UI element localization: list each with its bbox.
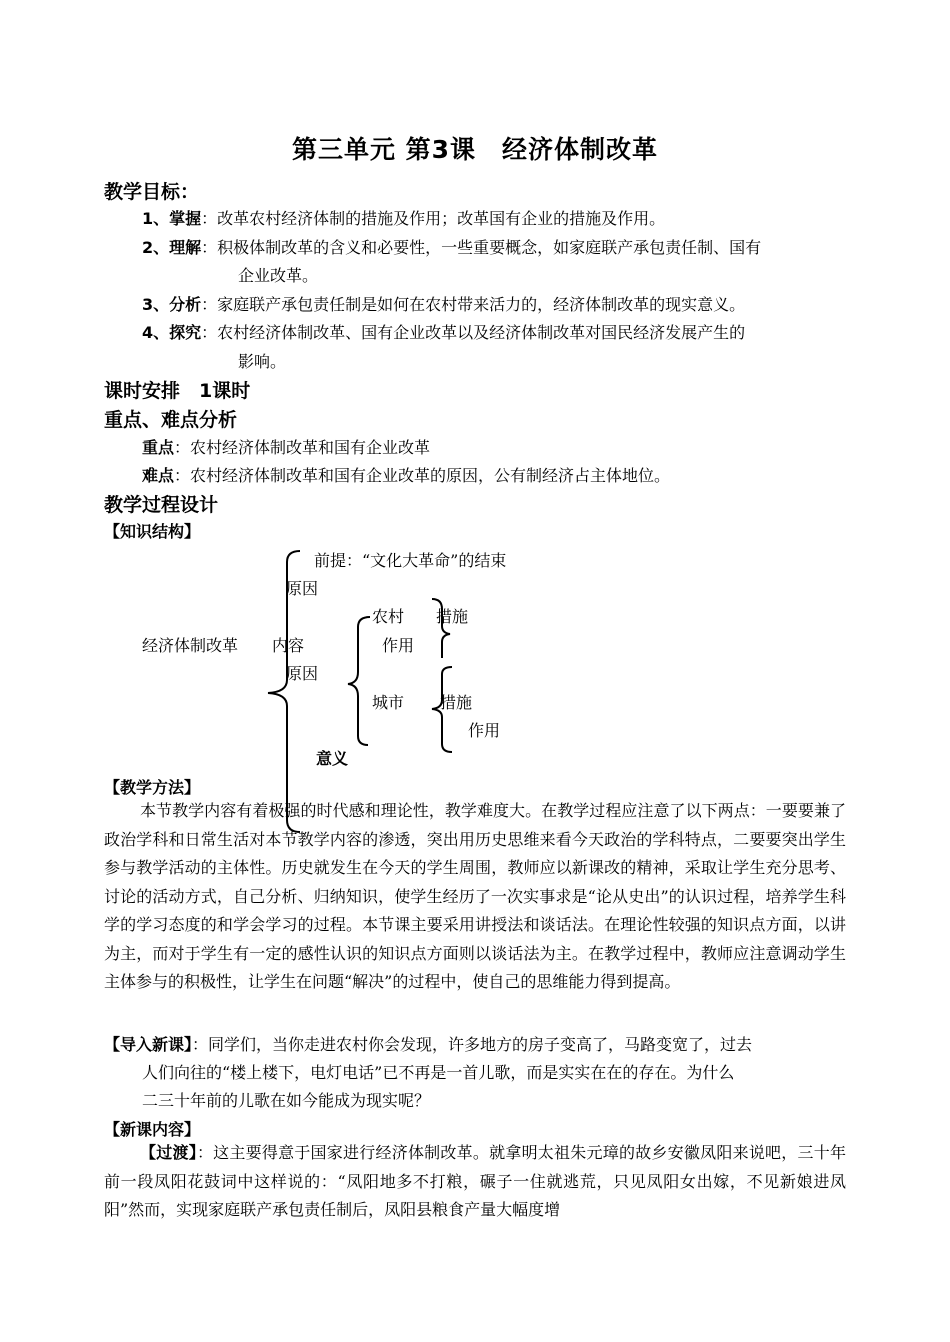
objective-2-label: 2、理解 <box>142 238 202 257</box>
knowledge-heading: 【知识结构】 <box>104 522 201 541</box>
new-content-heading: 【新课内容】 <box>104 1120 201 1139</box>
objective-1-text: ：改革农村经济体制的措施及作用；改革国有企业的措施及作用。 <box>201 209 666 228</box>
significance-label: 意义 <box>316 749 349 768</box>
difficult-label: 难点 <box>142 466 175 485</box>
process-heading: 教学过程设计 <box>104 494 219 516</box>
transition-label: 【过渡】 <box>140 1143 197 1162</box>
objective-4-label: 4、探究 <box>142 323 202 342</box>
urban-label: 城市 <box>372 693 405 712</box>
rural-measure-label: 措施 <box>436 607 469 626</box>
intro-line-1 <box>104 1032 752 1055</box>
transition-text: ：这主要得意于国家进行经济体制改革。就拿明太祖朱元璋的故乡安徽凤阳来说吧，三十年前一段凤阳花鼓词中这样说的：“凤阳地多不打粮，碾子一住就逃荒，只见凤阳女出嫁，不见新娘进凤阳”然而，实现家庭联产承包责任制后，凤阳县粮食产量大幅度增 <box>104 1143 846 1219</box>
reason-label-2: 原因 <box>286 664 319 683</box>
objective-4-cont: 影响。 <box>238 352 287 371</box>
schedule-heading: 课时安排 1课时 <box>104 380 251 402</box>
key-points-heading: 重点、难点分析 <box>104 409 238 431</box>
page-title: 第三单元 第3课 经济体制改革 <box>291 135 659 164</box>
key-text: ：农村经济体制改革和国有企业改革 <box>174 438 431 457</box>
intro-line-2: 人们向往的“楼上楼下，电灯电话”已不再是一首儿歌，而是实实在在的存在。为什么 <box>142 1063 735 1082</box>
rural-effect-label: 作用 <box>382 636 415 655</box>
content-label: 内容 <box>272 636 305 655</box>
key-label: 重点 <box>142 438 175 457</box>
intro-text-1: ：同学们，当你走进农村你会发现，许多地方的房子变高了，马路变宽了，过去 <box>192 1035 753 1054</box>
method-heading: 【教学方法】 <box>104 778 201 797</box>
difficult-text: ：农村经济体制改革和国有企业改革的原因，公有制经济占主体地位。 <box>174 466 671 485</box>
middle-brace <box>348 617 370 745</box>
objective-4-text: ：农村经济体制改革、国有企业改革以及经济体制改革对国民经济发展产生的 <box>201 323 746 342</box>
objective-2-text: ：积极体制改革的含义和必要性，一些重要概念，如家庭联产承包责任制、国有 <box>201 238 762 257</box>
urban-measure-label: 措施 <box>440 693 473 712</box>
objective-2-cont: 企业改革。 <box>238 266 319 285</box>
objective-3-label: 3、分析 <box>142 295 202 314</box>
rural-label: 农村 <box>372 607 405 626</box>
urban-effect-label: 作用 <box>468 721 501 740</box>
objective-1-label: 1、掌握 <box>142 209 202 228</box>
root-label: 经济体制改革 <box>142 636 239 655</box>
intro-line-3: 二三十年前的儿歌在如今能成为现实呢？ <box>142 1091 431 1110</box>
intro-heading: 【导入新课】 <box>104 1035 193 1054</box>
objectives-heading: 教学目标： <box>104 181 200 203</box>
objective-3-text: ：家庭联产承包责任制是如何在农村带来活力的，经济体制改革的现实意义。 <box>201 295 746 314</box>
premise-label: 前提：“文化大革命”的结束 <box>314 551 507 570</box>
reason-label-1: 原因 <box>286 579 319 598</box>
transition-paragraph <box>104 1139 846 1225</box>
method-paragraph: 本节教学内容有着极强的时代感和理论性，教学难度大。在教学过程应注意了以下两点：一要要兼了政治学科和日常生活对本节教学内容的渗透，突出用历史思维来看今天政治的学科特点，二要要突出学生参与教学活动的主体性。历史就发生在今天的学生周围，教师应以新课改的精神，采取让学生充分思考、讨论的活动方式，自己分析、归纳知识，使学生经历了一次实事求是“论从史出”的认识过程，培养学生科学的学习态度的和学会学习的过程。本节课主要采用讲授法和谈话法。在理论性较强的知识点方面，以讲为主，而对于学生有一定的感性认识的知识点方面则以谈话法为主。在教学过程中，教师应注意调动学生主体参与的积极性，让学生在问题“解决”的过程中，使自己的思维能力得到提高。 <box>104 801 846 991</box>
